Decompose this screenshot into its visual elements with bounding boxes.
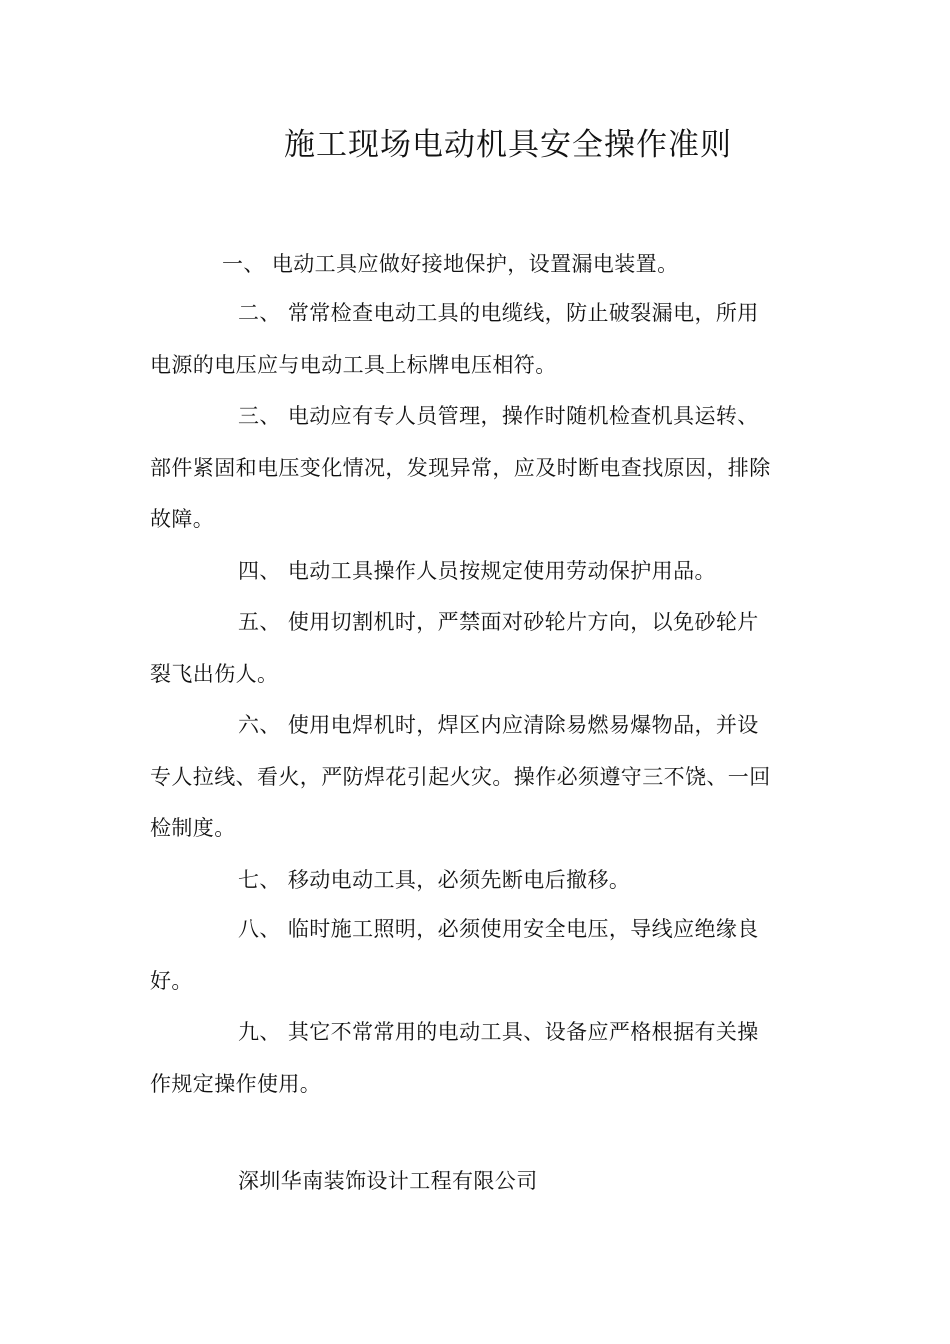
document-title: 施工现场电动机具安全操作准则 bbox=[284, 127, 732, 163]
rule-7-line: 七、 移动电动工具，必须先断电后撤移。 bbox=[238, 868, 631, 892]
rule-4-line: 四、 电动工具操作人员按规定使用劳动保护用品。 bbox=[238, 559, 716, 583]
rule-9-line-2: 作规定操作使用。 bbox=[150, 1072, 322, 1096]
rule-6-line-3: 检制度。 bbox=[150, 816, 236, 840]
rule-5-line-2: 裂飞出伤人。 bbox=[150, 662, 279, 686]
rule-6-line-1: 六、 使用电焊机时，焊区内应清除易燃易爆物品，并设 bbox=[238, 713, 759, 737]
rule-8-line-1: 八、 临时施工照明，必须使用安全电压，导线应绝缘良 bbox=[238, 917, 759, 941]
rule-8-line-2: 好。 bbox=[150, 969, 193, 993]
company-name: 深圳华南装饰设计工程有限公司 bbox=[238, 1169, 538, 1193]
rule-3-line-2: 部件紧固和电压变化情况，发现异常，应及时断电查找原因，排除 bbox=[150, 456, 771, 480]
rule-5-line-1: 五、 使用切割机时，严禁面对砂轮片方向，以免砂轮片 bbox=[238, 610, 759, 634]
rule-3-line-3: 故障。 bbox=[150, 507, 215, 531]
rule-6-line-2: 专人拉线、看火，严防焊花引起火灾。操作必须遵守三不饶、一回 bbox=[150, 765, 771, 789]
rule-2-line-1: 二、 常常检查电动工具的电缆线，防止破裂漏电，所用 bbox=[238, 301, 759, 325]
rule-2-line-2: 电源的电压应与电动工具上标牌电压相符。 bbox=[150, 353, 557, 377]
rule-9-line-1: 九、 其它不常常用的电动工具、设备应严格根据有关操 bbox=[238, 1020, 759, 1044]
rule-3-line-1: 三、 电动应有专人员管理，操作时随机检查机具运转、 bbox=[238, 404, 759, 428]
rule-1-line: 一、 电动工具应做好接地保护，设置漏电装置。 bbox=[222, 252, 679, 276]
